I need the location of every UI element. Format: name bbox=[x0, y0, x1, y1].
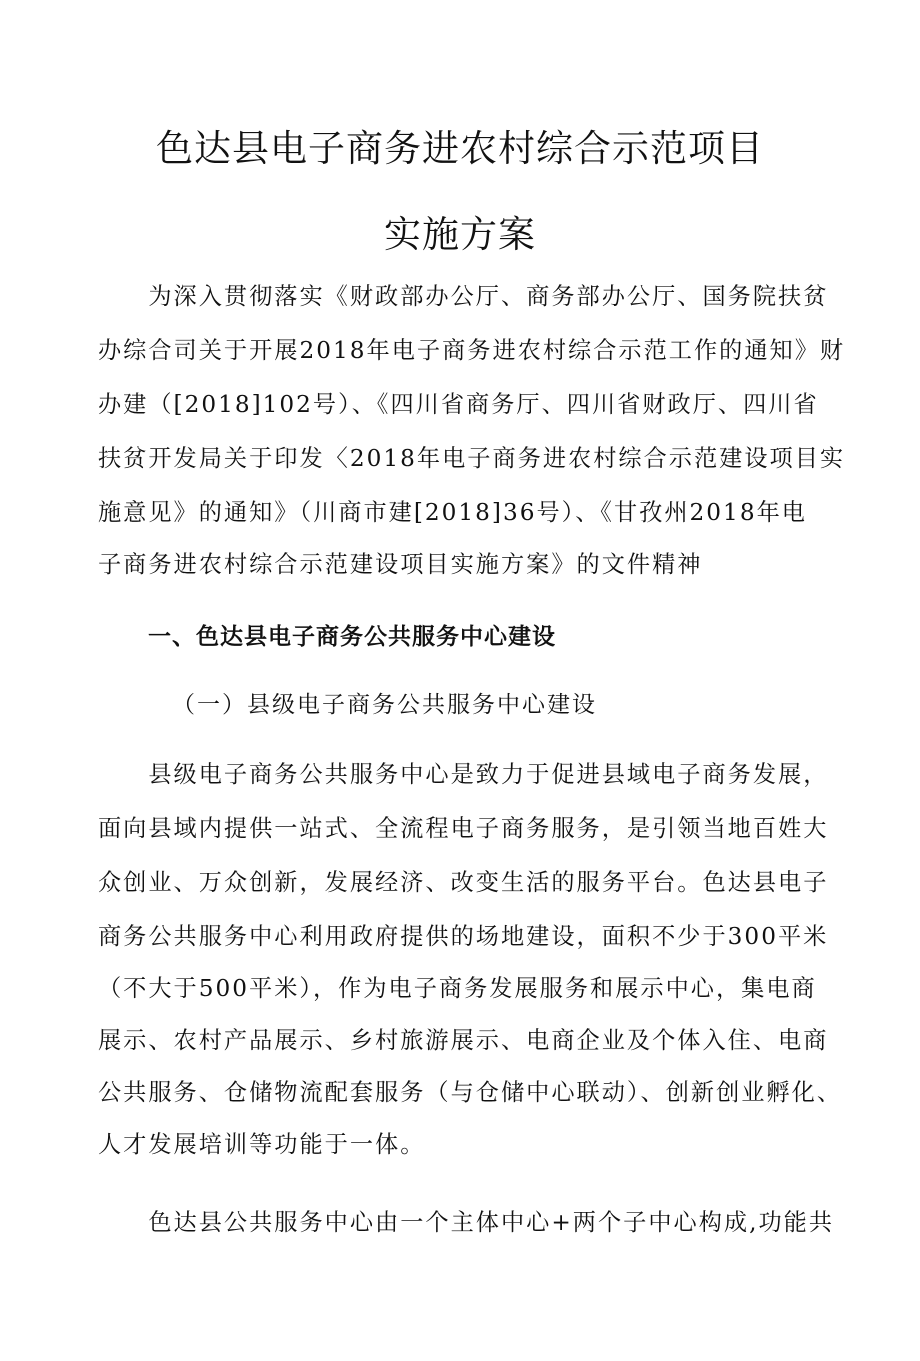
intro-paragraph-line: 子商务进农村综合示范建设项目实施方案》的文件精神 bbox=[98, 551, 703, 578]
body-paragraph-line: 县级电子商务公共服务中心是致力于促进县域电子商务发展， bbox=[98, 761, 829, 788]
intro-paragraph-line: 办综合司关于开展2018年电子商务进农村综合示范工作的通知》财 bbox=[98, 337, 846, 364]
body-paragraph-line: 众创业、万众创新，发展经济、改变生活的服务平台。色达县电子 bbox=[98, 869, 829, 896]
intro-paragraph-line: 施意见》的通知》（川商市建[2018]36号）、《甘孜州2018年电 bbox=[98, 499, 807, 526]
body-paragraph-line: 公共服务、仓储物流配套服务（与仓储中心联动）、创新创业孵化、 bbox=[98, 1079, 843, 1106]
section-heading: 一、色达县电子商务公共服务中心建设 bbox=[148, 624, 556, 650]
intro-paragraph-line: 为深入贯彻落实《财政部办公厅、商务部办公厅、国务院扶贫 bbox=[98, 283, 829, 310]
subsection-heading: （一）县级电子商务公共服务中心建设 bbox=[172, 692, 597, 718]
body-paragraph-line: （不大于500平米），作为电子商务发展服务和展示中心，集电商 bbox=[98, 975, 817, 1002]
document-title-line-2: 实施方案 bbox=[384, 213, 536, 256]
document-title-line-1: 色达县电子商务进农村综合示范项目 bbox=[156, 127, 764, 170]
body-paragraph-line: 商务公共服务中心利用政府提供的场地建设，面积不少于300平米 bbox=[98, 923, 829, 950]
body-paragraph-line: 展示、农村产品展示、乡村旅游展示、电商企业及个体入住、电商 bbox=[98, 1027, 829, 1054]
body-paragraph-line: 色达县公共服务中心由一个主体中心+两个子中心构成,功能共 bbox=[98, 1209, 835, 1236]
body-paragraph-line: 人才发展培训等功能于一体。 bbox=[98, 1131, 426, 1158]
intro-paragraph-line: 扶贫开发局关于印发〈2018年电子商务进农村综合示范建设项目实 bbox=[98, 445, 846, 472]
body-paragraph-line: 面向县域内提供一站式、全流程电子商务服务，是引领当地百姓大 bbox=[98, 815, 829, 842]
intro-paragraph-line: 办建（[2018]102号）、《四川省商务厅、四川省财政厅、四川省 bbox=[98, 391, 819, 418]
